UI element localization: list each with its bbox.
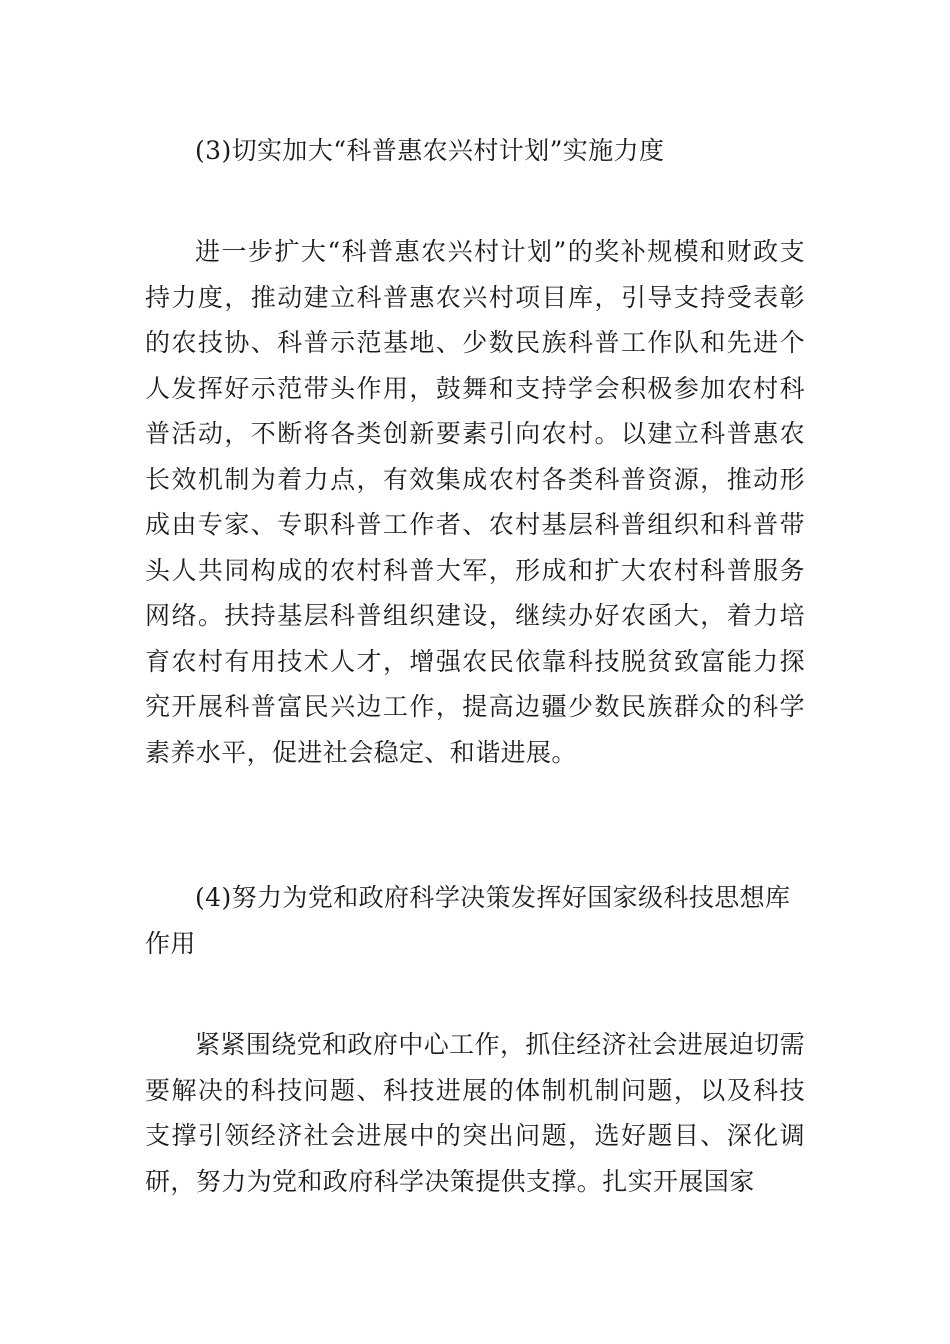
section-heading-3: (3)切实加大“科普惠农兴村计划”实施力度	[195, 136, 665, 165]
body-paragraph-1: 进一步扩大“科普惠农兴村计划”的奖补规模和财政支持力度，推动建立科普惠农兴村项目库，引导支持受表彰的农技协、科普示范基地、少数民族科普工作队和先进个人发挥好示范带头作用，鼓舞和支持学会积极参加农村科普活动，不断将各类创新要素引向农村。以建立科普惠农长效机制为着力点，有效集成农村各类科普资源，推动形成由专家、专职科普工作者、农村基层科普组织和科普带头人共同构成的农村科普大军，形成和扩大农村科普服务网络。扶持基层科普组织建设，继续办好农函大，着力培育农村有用技术人才，增强农民依靠科技脱贫致富能力探究开展科普富民兴边工作，提高边疆少数民族群众的科学素养水平，促进社会稳定、和谐进展。	[145, 237, 805, 767]
section-heading-4: (4)努力为党和政府科学决策发挥好国家级科技思想库作用	[145, 883, 791, 958]
body-paragraph-2: 紧紧围绕党和政府中心工作，抓住经济社会进展迫切需要解决的科技问题、科技进展的体制机制问题，以及科技支撑引领经济社会进展中的突出问题，选好题目、深化调研，努力为党和政府科学决策提供支撑。扎实开展国家	[145, 1030, 805, 1196]
